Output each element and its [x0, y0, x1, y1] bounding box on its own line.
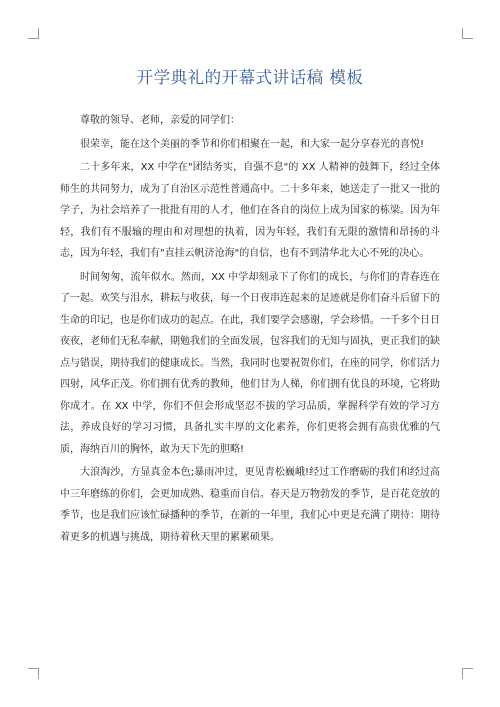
- document-title: 开学典礼的开幕式讲话稿 模板: [136, 68, 364, 87]
- greeting-paragraph: 尊敬的领导、老师，亲爱的同学们：: [80, 115, 240, 126]
- opening-paragraph: 很荣幸，能在这个美丽的季节和你们相聚在一起，和大家一起分享春光的喜悦!: [80, 138, 425, 150]
- crop-mark-bottom-right: [462, 668, 473, 679]
- document-body: [60, 110, 440, 548]
- crop-mark-bottom-left: [28, 668, 39, 679]
- closing-paragraph: 大浪淘沙，方显真金本色;暴雨冲过，更见青松巍峨!经过工作磨砺的我们和经过高中三年磨练的你们，会更加成熟、稳重而自信。春天是万物勃发的季节，是百花竞放的季节，也是我们应该忙碌播种的季节，在新的一年里，我们心中更是充满了期待：期待着更多的机遇与挑战，期待着秋天里的累累硕果。: [60, 467, 440, 543]
- growth-paragraph: 时间匆匆，流年似水。然而，XX 中学却刻录下了你们的成长，与你们的青春连在了一起。欢笑与泪水，耕耘与收获，每一个日夜串连起来的足迹就是你们奋斗后留下的生命的印记，也是你们成功的起点。在此，我们要学会感谢，学会珍惜。一千多个日日夜夜，老师们无私奉献，期勉我们的全面发展，包容我们的无知与固执，更正我们的缺点与错误，期待我们的健康成长。当然，我同时也要祝贺你们，在座的同学，你们活力四射，风华正茂。你们拥有优秀的教师，他们甘为人梯，你们拥有优良的环境，它将助你成才。在 XX 中学，你们不但会形成坚忍不拔的学习品质，掌握科学有效的学习方法，养成良好的学习习惯，具备扎实丰厚的文化素养，你们更将会拥有高贵优雅的气质，海纳百川的胸怀，敢为天下先的胆略!: [60, 271, 440, 455]
- crop-mark-top-left: [28, 28, 39, 39]
- crop-mark-top-right: [462, 28, 473, 39]
- school-history-paragraph: 二十多年来，XX 中学在"团结务实，自强不息"的 XX 人精神的鼓舞下，经过全体师生的共同努力，成为了自治区示范性普通高中。二十多年来，她送走了一批又一批的学子，为社会培养了一批批有用的人才，他们在各自的岗位上成为国家的栋梁。因为年轻，我们有不服输的理由和对理想的执着，因为年轻，我们有无限的激情和昂扬的斗志，因为年轻，我们有"直挂云帆济沧海"的自信，也有不到清华北大心不死的决心。: [60, 162, 440, 259]
